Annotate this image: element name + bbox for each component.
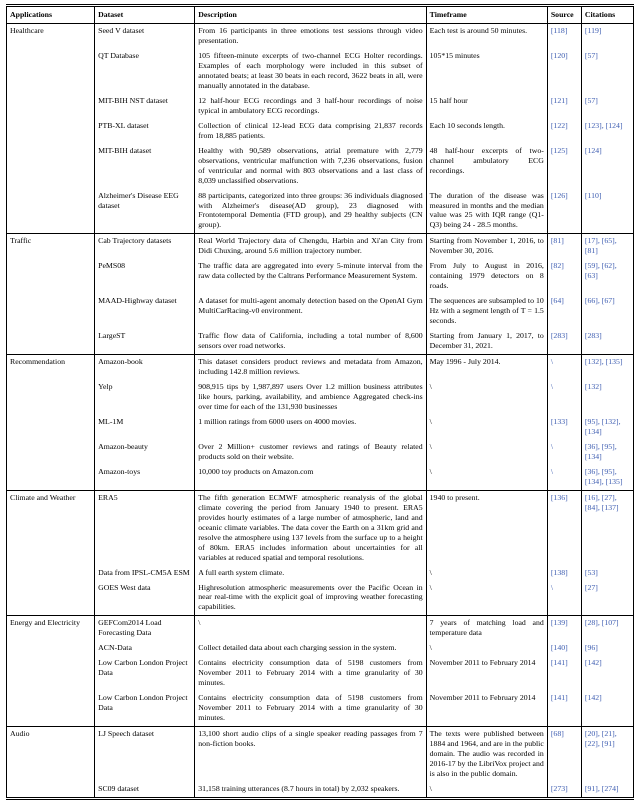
timeframe-cell: 15 half hour [426, 94, 547, 119]
timeframe-cell: \ [426, 465, 547, 490]
citations-cell: [36], [95], [134], [135] [581, 465, 633, 490]
description-cell: Real World Trajectory data of Chengdu, Harbin and Xi'an City from Didi Chuxing, around 5.6 million trajectory number. [195, 234, 426, 259]
description-cell: From 16 participants in three emotions test sessions through video presentation. [195, 23, 426, 48]
description-cell: Traffic flow data of California, including a total number of 8,600 sensors over road networks. [195, 329, 426, 354]
description-cell: Over 2 Million+ customer reviews and ratings of Beauty related products sold on their website. [195, 440, 426, 465]
description-cell: A full earth system climate. [195, 566, 426, 581]
application-cell: Energy and Electricity [7, 616, 95, 727]
citations-cell: [110] [581, 189, 633, 234]
source-cell: \ [547, 380, 581, 415]
dataset-cell: Amazon-toys [95, 465, 195, 490]
source-cell: \ [547, 355, 581, 380]
description-cell: 88 participants, categorized into three groups: 36 individuals diagnosed with Alzheimer's disease(AD group), 23 diagnosed with Frontotemporal Dementia (FTD group), and 29 healthy subjects (CN group). [195, 189, 426, 234]
description-cell: Contains electricity consumption data of 5198 customers from November 2011 to February 2014 with a time granularity of 30 minutes. [195, 656, 426, 691]
table-row [7, 189, 634, 234]
citations-cell: [59], [62], [63] [581, 259, 633, 294]
column-header-source: Source [547, 7, 581, 23]
citations-cell: [91], [274] [581, 782, 633, 797]
description-cell: 10,000 toy products on Amazon.com [195, 465, 426, 490]
citations-cell: [17], [65], [81] [581, 234, 633, 259]
timeframe-cell: \ [426, 782, 547, 797]
dataset-cell: Yelp [95, 380, 195, 415]
source-cell: [139] [547, 616, 581, 641]
column-header-dataset: Dataset [95, 7, 195, 23]
timeframe-cell: The texts were published between 1884 and 1964, and are in the public domain. The audio was recorded in 2016-17 by the LibriVox project and is also in the public domain. [426, 727, 547, 782]
dataset-cell: Seed V dataset [95, 23, 195, 48]
citations-cell: [27] [581, 581, 633, 616]
table-row [7, 23, 634, 48]
description-cell: The fifth generation ECMWF atmospheric reanalysis of the global climate covering the period from January 1940 to present. ERA5 provides hourly estimates of a large number of atmospheric, land and oceanic climate variables. The data cover the Earth on a 31km grid and resolve the atmosphere using 137 levels from the surface up to a height of 80km. ERA5 includes information about uncertainties for all variables at reduced spatial and temporal resolutions. [195, 490, 426, 565]
timeframe-cell: 7 years of matching load and temperature data [426, 616, 547, 641]
timeframe-cell: Each test is around 50 minutes. [426, 23, 547, 48]
citations-cell: [142] [581, 691, 633, 726]
application-cell: Recommendation [7, 355, 95, 491]
column-header-description: Description [195, 7, 426, 23]
dataset-cell: Low Carbon London Project Data [95, 656, 195, 691]
dataset-cell: MIT-BIH NST dataset [95, 94, 195, 119]
dataset-cell: LargeST [95, 329, 195, 354]
dataset-cell: ML-1M [95, 415, 195, 440]
timeframe-cell: From July to August in 2016, containing 1979 detectors on 8 roads. [426, 259, 547, 294]
table-header-row [7, 7, 634, 23]
dataset-cell: QT Database [95, 49, 195, 94]
citations-cell: [36], [95], [134] [581, 440, 633, 465]
source-cell: [141] [547, 691, 581, 726]
table-row [7, 727, 634, 782]
citations-cell: [28], [107] [581, 616, 633, 641]
citations-cell: [57] [581, 49, 633, 94]
application-cell: Healthcare [7, 23, 95, 233]
description-cell: This dataset considers product reviews and metadata from Amazon, including 142.8 million reviews. [195, 355, 426, 380]
table-row [7, 581, 634, 616]
source-cell: [136] [547, 490, 581, 565]
dataset-cell: PTB-XL dataset [95, 119, 195, 144]
description-cell: Highresolution atmospheric measurements over the Pacific Ocean in near real-time with the explicit goal of improving weather forecasting capabilities. [195, 581, 426, 616]
table-row [7, 440, 634, 465]
application-cell: Traffic [7, 234, 95, 355]
description-cell: 1 million ratings from 6000 users on 4000 movies. [195, 415, 426, 440]
description-cell: A dataset for multi-agent anomaly detection based on the OpenAI Gym MultiCarRacing-v0 environment. [195, 294, 426, 329]
description-cell: \ [195, 616, 426, 641]
timeframe-cell: 48 half-hour excerpts of two-channel ambulatory ECG recordings. [426, 144, 547, 189]
citations-cell: [95], [132], [134] [581, 415, 633, 440]
source-cell: [283] [547, 329, 581, 354]
description-cell: Collection of clinical 12-lead ECG data comprising 21,837 records from 18,885 patients. [195, 119, 426, 144]
dataset-cell: MAAD-Highway dataset [95, 294, 195, 329]
datasets-table [6, 7, 634, 797]
timeframe-cell: May 1996 - July 2014. [426, 355, 547, 380]
timeframe-cell: 105*15 minutes [426, 49, 547, 94]
citations-cell: [124] [581, 144, 633, 189]
description-cell: Contains electricity consumption data of 5198 customers from November 2011 to February 2014 with a time granularity of 30 minutes. [195, 691, 426, 726]
source-cell: [125] [547, 144, 581, 189]
source-cell: [126] [547, 189, 581, 234]
source-cell: [138] [547, 566, 581, 581]
table-row [7, 380, 634, 415]
table-row [7, 259, 634, 294]
timeframe-cell: \ [426, 440, 547, 465]
timeframe-cell: The sequences are subsampled to 10 Hz with a segment length of T = 1.5 seconds. [426, 294, 547, 329]
table-row [7, 119, 634, 144]
dataset-cell: Low Carbon London Project Data [95, 691, 195, 726]
citations-cell: [53] [581, 566, 633, 581]
dataset-cell: Alzheimer's Disease EEG dataset [95, 189, 195, 234]
column-header-timeframe: Timeframe [426, 7, 547, 23]
source-cell: [118] [547, 23, 581, 48]
citations-cell: [132], [135] [581, 355, 633, 380]
dataset-cell: GOES West data [95, 581, 195, 616]
citations-cell: [66], [67] [581, 294, 633, 329]
application-cell: Audio [7, 727, 95, 797]
timeframe-cell: Starting from November 1, 2016, to November 30, 2016. [426, 234, 547, 259]
dataset-cell: Amazon-book [95, 355, 195, 380]
citations-cell: [96] [581, 641, 633, 656]
source-cell: [273] [547, 782, 581, 797]
citations-cell: [20], [21], [22], [91] [581, 727, 633, 782]
table-row [7, 234, 634, 259]
table-row [7, 616, 634, 641]
description-cell: Healthy with 90,589 observations, atrial premature with 2,779 observations, ventricular malfunction with 7,236 observations, fusion of ventricular and normal with 803 observations and a last class of 8,039 unclassified observations. [195, 144, 426, 189]
dataset-cell: Data from IPSL-CM5A ESM [95, 566, 195, 581]
source-cell: [141] [547, 656, 581, 691]
timeframe-cell: November 2011 to February 2014 [426, 656, 547, 691]
source-cell: [68] [547, 727, 581, 782]
table-row [7, 566, 634, 581]
citations-cell: [123], [124] [581, 119, 633, 144]
source-cell: [122] [547, 119, 581, 144]
dataset-cell: PeMS08 [95, 259, 195, 294]
dataset-cell: LJ Speech dataset [95, 727, 195, 782]
datasets-table-frame [6, 4, 634, 800]
citations-cell: [57] [581, 94, 633, 119]
column-header-citations: Citations [581, 7, 633, 23]
timeframe-cell: 1940 to present. [426, 490, 547, 565]
table-row [7, 294, 634, 329]
description-cell: 908,915 tips by 1,987,897 users Over 1.2 million business attributes like hours, parking, availability, and ambience Aggregated check-ins over time for each of the 131,930 businesses [195, 380, 426, 415]
table-row [7, 415, 634, 440]
table-row [7, 490, 634, 565]
dataset-cell: Cab Trajectory datasets [95, 234, 195, 259]
source-cell: [81] [547, 234, 581, 259]
table-row [7, 94, 634, 119]
table-row [7, 355, 634, 380]
dataset-cell: GEFCom2014 Load Forecasting Data [95, 616, 195, 641]
description-cell: The traffic data are aggregated into every 5-minute interval from the raw data collected by the Caltrans Performance Measurement System. [195, 259, 426, 294]
timeframe-cell: Each 10 seconds length. [426, 119, 547, 144]
table-body [7, 23, 634, 796]
table-row [7, 144, 634, 189]
table-row [7, 329, 634, 354]
column-header-applications: Applications [7, 7, 95, 23]
timeframe-cell: \ [426, 581, 547, 616]
table-row [7, 782, 634, 797]
timeframe-cell: \ [426, 380, 547, 415]
table-row [7, 465, 634, 490]
description-cell: Collect detailed data about each charging session in the system. [195, 641, 426, 656]
dataset-cell: ACN-Data [95, 641, 195, 656]
source-cell: [82] [547, 259, 581, 294]
citations-cell: [119] [581, 23, 633, 48]
timeframe-cell: \ [426, 415, 547, 440]
description-cell: 105 fifteen-minute excerpts of two-channel ECG Holter recordings. Examples of each morphology were included in this subset of annotated beats; at least 30 beats in each record, 3622 beats in all, were manually annotated in the database. [195, 49, 426, 94]
description-cell: 13,100 short audio clips of a single speaker reading passages from 7 non-fiction books. [195, 727, 426, 782]
dataset-cell: Amazon-beauty [95, 440, 195, 465]
source-cell: [121] [547, 94, 581, 119]
dataset-cell: SC09 dataset [95, 782, 195, 797]
timeframe-cell: The duration of the disease was measured in months and the median value was 25 with IQR range (Q1-Q3) being 24 - 28.5 months. [426, 189, 547, 234]
citations-cell: [283] [581, 329, 633, 354]
timeframe-cell: November 2011 to February 2014 [426, 691, 547, 726]
table-row [7, 656, 634, 691]
citations-cell: [142] [581, 656, 633, 691]
source-cell: \ [547, 440, 581, 465]
citations-cell: [16], [27], [84], [137] [581, 490, 633, 565]
timeframe-cell: \ [426, 641, 547, 656]
timeframe-cell: \ [426, 566, 547, 581]
source-cell: \ [547, 581, 581, 616]
source-cell: \ [547, 465, 581, 490]
description-cell: 12 half-hour ECG recordings and 3 half-hour recordings of noise typical in ambulatory ECG recordings. [195, 94, 426, 119]
dataset-cell: MIT-BIH dataset [95, 144, 195, 189]
table-row [7, 49, 634, 94]
application-cell: Climate and Weather [7, 490, 95, 616]
source-cell: [64] [547, 294, 581, 329]
timeframe-cell: Starting from January 1, 2017, to December 31, 2021. [426, 329, 547, 354]
source-cell: [140] [547, 641, 581, 656]
table-row [7, 641, 634, 656]
source-cell: [120] [547, 49, 581, 94]
citations-cell: [132] [581, 380, 633, 415]
source-cell: [133] [547, 415, 581, 440]
table-row [7, 691, 634, 726]
description-cell: 31,158 training utterances (8.7 hours in total) by 2,032 speakers. [195, 782, 426, 797]
dataset-cell: ERA5 [95, 490, 195, 565]
